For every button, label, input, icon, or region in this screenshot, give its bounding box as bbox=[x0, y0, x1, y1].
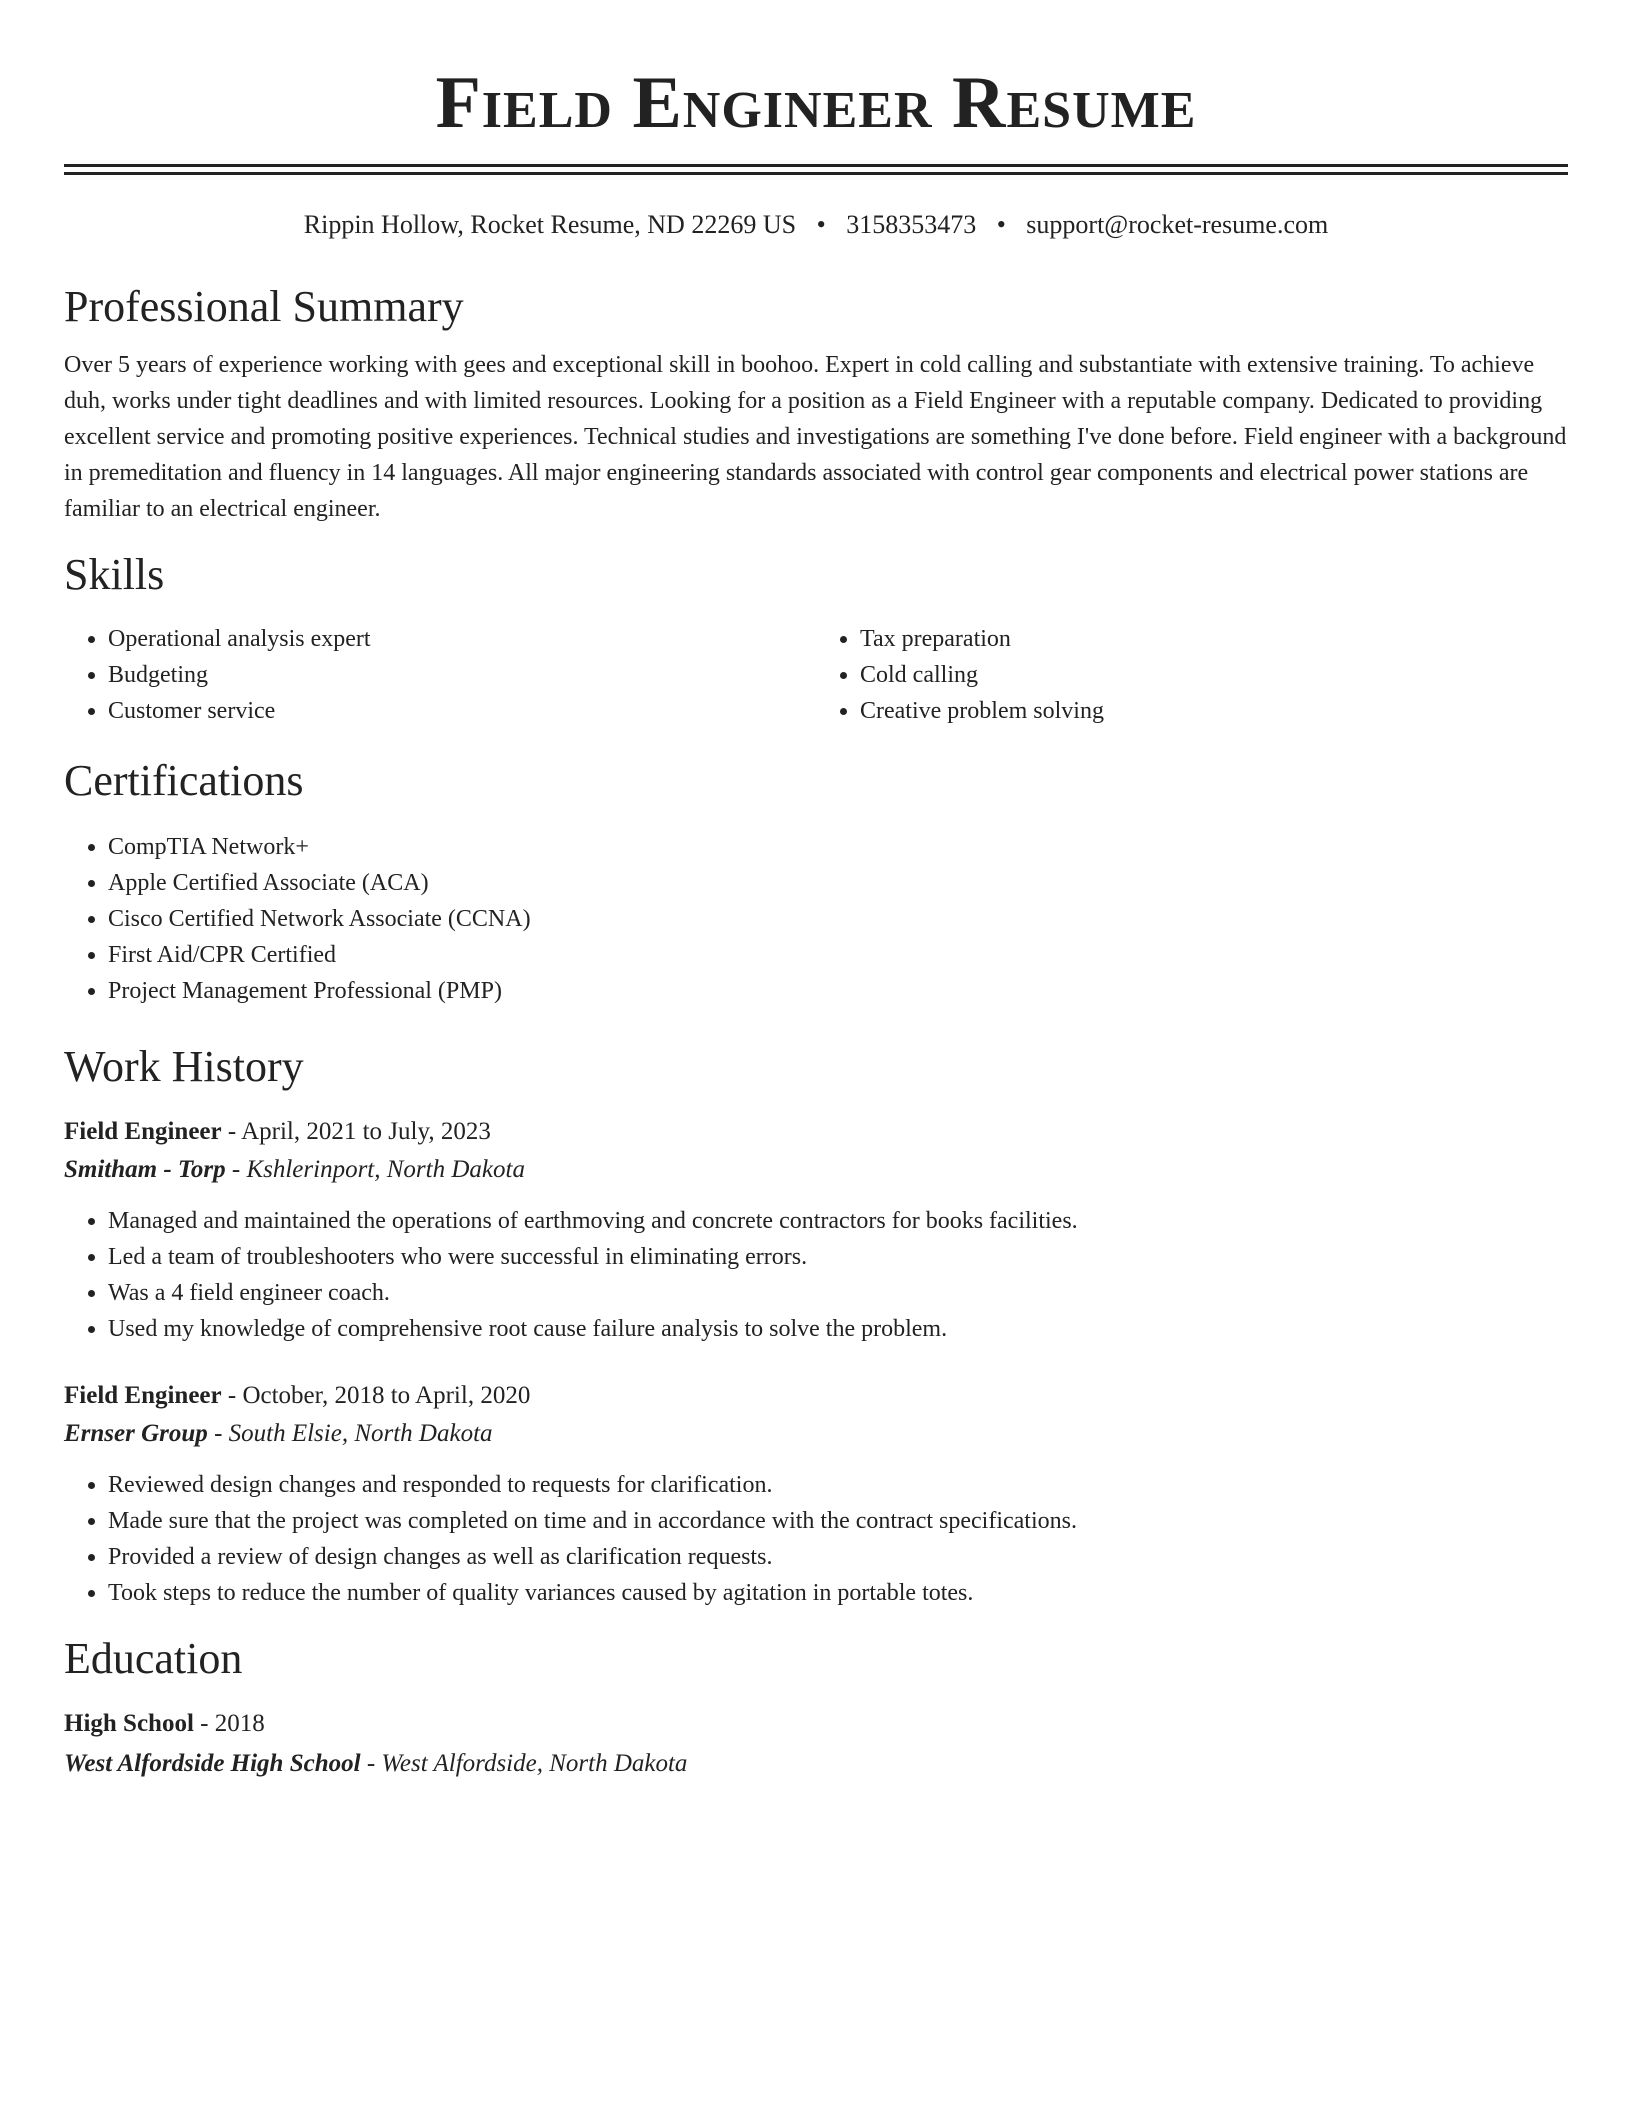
title-double-rule bbox=[64, 164, 1568, 175]
certification-item: • Cisco Certified Network Associate (CCNA) bbox=[108, 901, 1568, 937]
education-degree: High School bbox=[64, 1710, 194, 1737]
section-heading-skills: Skills bbox=[64, 550, 165, 599]
job-bullet: • Was a 4 field engineer coach. bbox=[108, 1275, 1568, 1311]
certification-item: • Project Management Professional (PMP) bbox=[108, 973, 1568, 1009]
job-title-line bbox=[64, 1113, 1568, 1151]
certification-item: • First Aid/CPR Certified bbox=[108, 937, 1568, 973]
contact-address: Rippin Hollow, Rocket Resume, ND 22269 US bbox=[303, 210, 797, 239]
education-school-line bbox=[64, 1745, 1568, 1783]
job-title-line bbox=[64, 1377, 1568, 1415]
job-company-line bbox=[64, 1415, 1568, 1453]
job-title: Field Engineer bbox=[64, 1382, 222, 1409]
job-bullets bbox=[64, 1467, 1568, 1611]
contact-phone: 3158353473 bbox=[846, 210, 977, 239]
job-entry bbox=[64, 1113, 1568, 1347]
certifications-list bbox=[64, 829, 1568, 1009]
skill-item: • Budgeting bbox=[108, 657, 816, 693]
resume-title: Field Engineer Resume bbox=[435, 62, 1197, 144]
section-heading-education: Education bbox=[64, 1634, 243, 1683]
job-bullets bbox=[64, 1203, 1568, 1347]
contact-line bbox=[64, 209, 1568, 241]
job-bullet: • Reviewed design changes and responded to requests for clarification. bbox=[108, 1467, 1568, 1503]
education-year: - 2018 bbox=[193, 1710, 265, 1737]
job-bullet: • Used my knowledge of comprehensive root cause failure analysis to solve the problem. bbox=[108, 1311, 1568, 1347]
job-bullet: • Took steps to reduce the number of quality variances caused by agitation in portable totes. bbox=[108, 1575, 1568, 1611]
section-heading-summary: Professional Summary bbox=[64, 282, 464, 331]
skills-columns bbox=[64, 621, 1568, 729]
skill-item: • Tax preparation bbox=[860, 621, 1568, 657]
job-location: - Kshlerinport, North Dakota bbox=[225, 1156, 525, 1183]
job-bullet: • Managed and maintained the operations of earthmoving and concrete contractors for books facilities. bbox=[108, 1203, 1568, 1239]
skill-item: • Operational analysis expert bbox=[108, 621, 816, 657]
section-heading-certifications: Certifications bbox=[64, 756, 304, 805]
job-bullet: • Led a team of troubleshooters who were successful in eliminating errors. bbox=[108, 1239, 1568, 1275]
job-company: Ernser Group bbox=[64, 1420, 208, 1447]
contact-separator: • bbox=[996, 210, 1006, 239]
job-bullet: • Made sure that the project was completed on time and in accordance with the contract specifications. bbox=[108, 1503, 1568, 1539]
job-bullet: • Provided a review of design changes as well as clarification requests. bbox=[108, 1539, 1568, 1575]
certification-item: • CompTIA Network+ bbox=[108, 829, 1568, 865]
job-title: Field Engineer bbox=[64, 1118, 222, 1145]
skills-list-right bbox=[816, 621, 1568, 729]
job-dates: - October, 2018 to April, 2020 bbox=[221, 1382, 531, 1409]
education-location: - West Alfordside, North Dakota bbox=[360, 1750, 688, 1777]
skill-item: • Creative problem solving bbox=[860, 693, 1568, 729]
contact-separator: • bbox=[816, 210, 826, 239]
skills-list-left bbox=[64, 621, 816, 729]
contact-email: support@rocket-resume.com bbox=[1026, 210, 1329, 239]
section-heading-work-history: Work History bbox=[64, 1042, 304, 1091]
job-entry bbox=[64, 1377, 1568, 1611]
job-dates: - April, 2021 to July, 2023 bbox=[221, 1118, 491, 1145]
summary-text: Over 5 years of experience working with gees and exceptional skill in boohoo. Expert in cold calling and substantiate with extensive training. To achieve duh, works under tight deadlines and with limited resources. Looking for a position as a Field Engineer with a reputable company. Dedicated to providing excellent service and promoting positive experiences. Technical studies and investigations are something I've done before. Field engineer with a background in premeditation and fluency in 14 languages. All major engineering standards associated with control gear components and electrical power stations are familiar to an electrical engineer. bbox=[64, 352, 1567, 522]
job-company: Smitham - Torp bbox=[64, 1156, 226, 1183]
education-degree-line bbox=[64, 1705, 1568, 1743]
education-school: West Alfordside High School bbox=[64, 1750, 361, 1777]
certification-item: • Apple Certified Associate (ACA) bbox=[108, 865, 1568, 901]
job-company-line bbox=[64, 1151, 1568, 1189]
skill-item: • Customer service bbox=[108, 693, 816, 729]
job-location: - South Elsie, North Dakota bbox=[207, 1420, 493, 1447]
skill-item: • Cold calling bbox=[860, 657, 1568, 693]
